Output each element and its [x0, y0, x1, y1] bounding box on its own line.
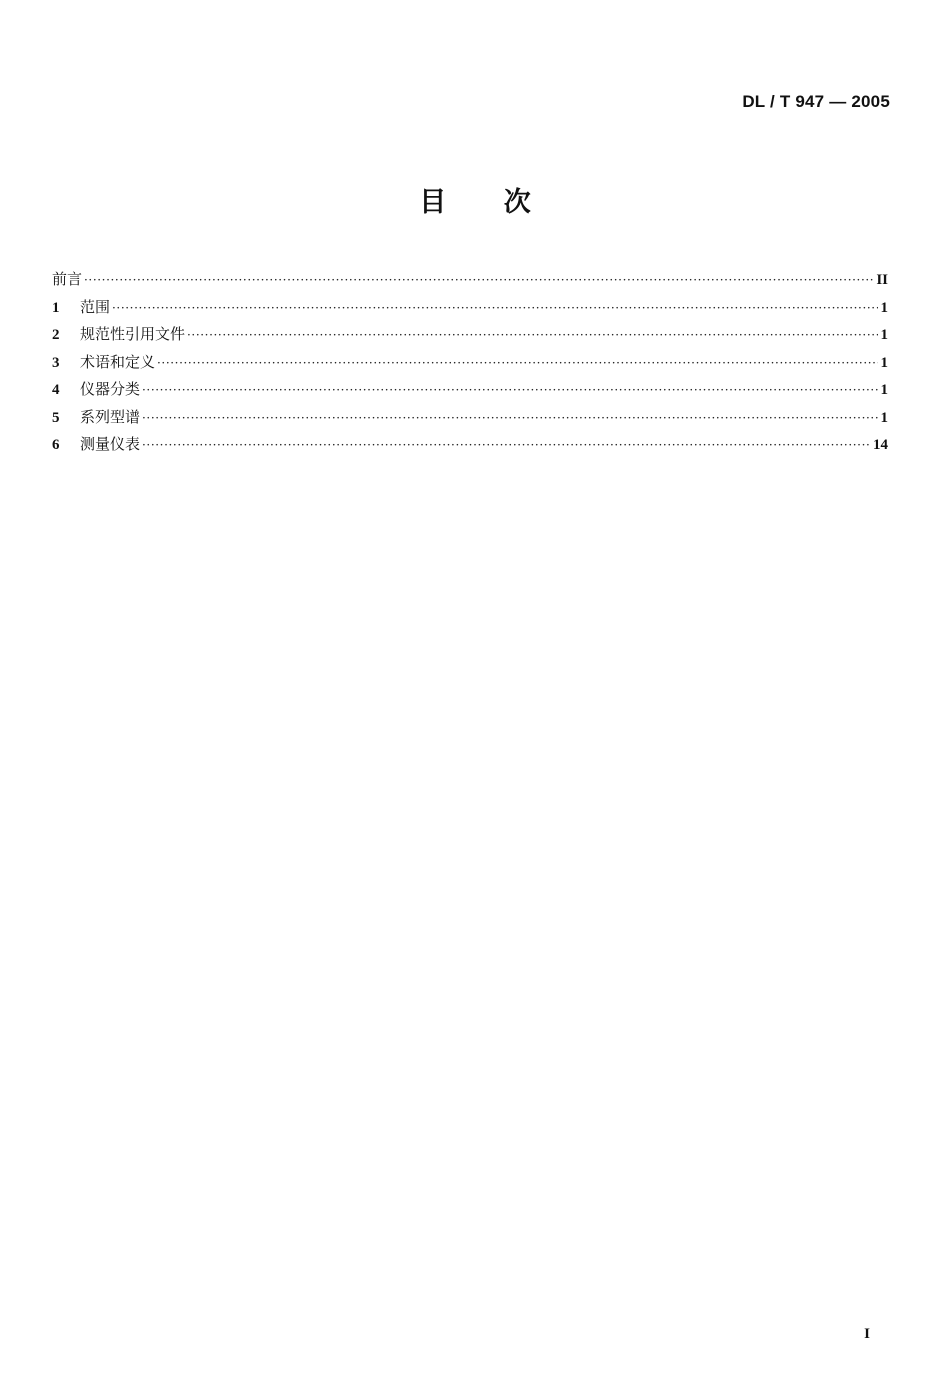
toc-entry-page: 1	[880, 299, 888, 316]
table-of-contents	[52, 266, 888, 459]
toc-entry-series-spectrum[interactable]	[52, 404, 888, 432]
toc-entry-label: 术语和定义	[80, 352, 156, 371]
toc-entry-page: 1	[880, 327, 888, 343]
standard-code: DL / T 947 — 2005	[742, 92, 890, 111]
toc-entry-foreword[interactable]	[52, 266, 888, 294]
toc-entry-label: 规范性引用文件	[80, 325, 186, 343]
toc-entry-label: 范围	[80, 297, 111, 316]
toc-entry-number: 6	[52, 437, 60, 453]
toc-entry-page: 1	[880, 354, 888, 371]
toc-entry-label: 前言	[52, 270, 83, 288]
toc-entry-number: 5	[52, 409, 60, 426]
page-number: I	[864, 1326, 870, 1342]
toc-entry-page: II	[876, 272, 888, 288]
page-title: 目 次	[419, 187, 531, 218]
toc-dot-leader	[157, 350, 878, 378]
toc-entry-page: 1	[880, 409, 888, 426]
toc-entry-page: 14	[873, 437, 888, 453]
toc-dot-leader	[84, 267, 874, 295]
toc-entry-label: 仪器分类	[80, 380, 141, 398]
toc-entry-number: 2	[52, 327, 60, 343]
toc-entry-measuring-instruments[interactable]	[52, 431, 888, 459]
toc-entry-normative-references[interactable]	[52, 321, 888, 349]
toc-dot-leader	[142, 432, 871, 460]
toc-dot-leader	[112, 295, 878, 323]
toc-entry-page: 1	[880, 382, 888, 398]
toc-entry-terms-definitions[interactable]	[52, 349, 888, 377]
toc-entry-number: 4	[52, 382, 60, 398]
toc-entry-number: 1	[52, 299, 60, 316]
toc-dot-leader	[142, 377, 878, 405]
toc-dot-leader	[187, 322, 878, 350]
toc-entry-scope[interactable]	[52, 294, 888, 322]
toc-entry-instrument-classification[interactable]	[52, 376, 888, 404]
toc-entry-label: 系列型谱	[80, 407, 141, 426]
toc-dot-leader	[142, 405, 878, 433]
toc-entry-label: 测量仪表	[80, 435, 141, 453]
toc-entry-number: 3	[52, 354, 60, 371]
